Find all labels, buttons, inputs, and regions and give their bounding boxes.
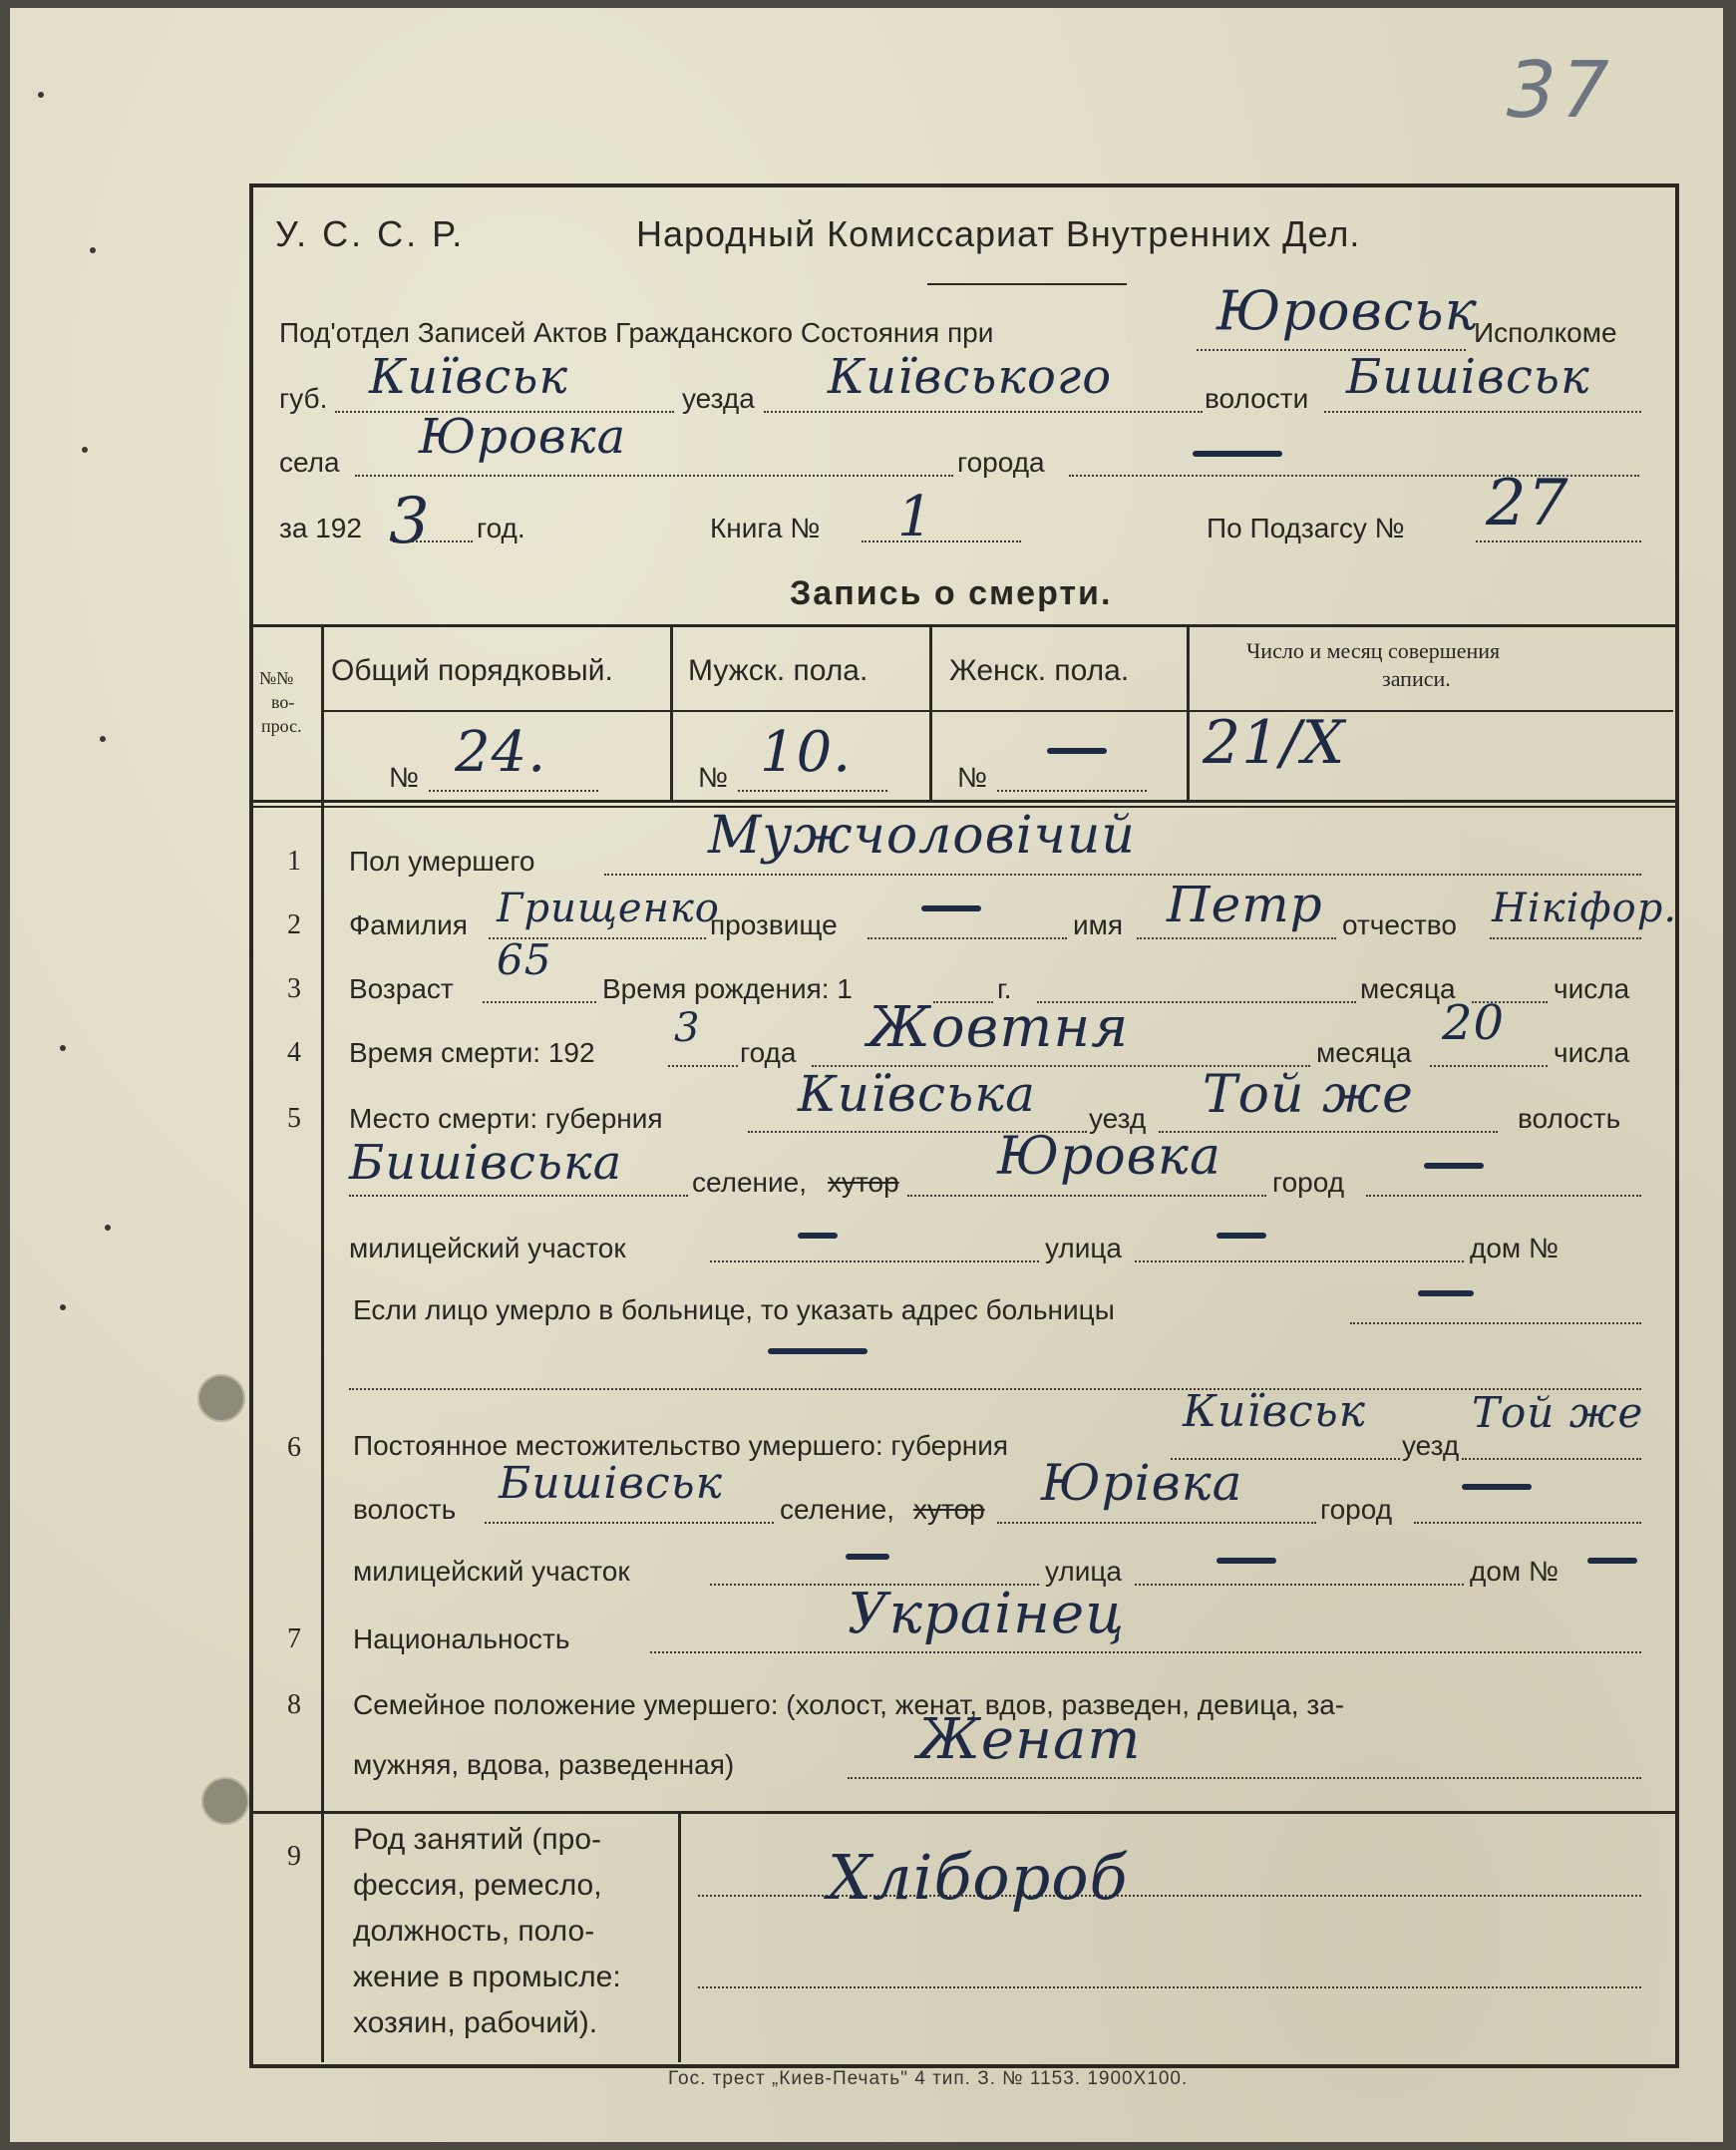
- question-no-head-3: прос.: [261, 716, 302, 736]
- selo-handwritten: Юровка: [419, 409, 627, 465]
- year-suffix: год.: [477, 513, 525, 543]
- margin-mark: [60, 1304, 66, 1310]
- subreg-label: По Подзагсу №: [1207, 513, 1405, 543]
- table-header-bottom: [249, 800, 1675, 803]
- death-street-dash: [1216, 1233, 1266, 1239]
- name-label: имя: [1073, 909, 1124, 940]
- gorod-label: города: [957, 447, 1045, 478]
- male-no-handwritten: 10.: [760, 720, 853, 785]
- col-rule: [1187, 624, 1190, 800]
- row9-col-rule: [321, 1811, 324, 2062]
- death-uezd-label: уезд: [1089, 1103, 1147, 1134]
- occupation-label-4: жение в промысле:: [353, 1961, 621, 1993]
- residence-label: Постоянное местожительство умершего: губерния: [353, 1430, 1009, 1461]
- margin-mark: [60, 1045, 66, 1051]
- birth-label: Время рождения: 1: [602, 973, 853, 1004]
- row9-col-rule-2: [678, 1811, 681, 2062]
- guberniya-handwritten: Київськ: [369, 349, 569, 405]
- document-sheet: [10, 8, 1723, 2142]
- hospital-dash: [1418, 1290, 1474, 1296]
- hospital-dash-2: [768, 1348, 868, 1354]
- res-volost-handwritten: Бишівськ: [499, 1458, 723, 1509]
- death-day-handwritten: 20: [1442, 995, 1506, 1051]
- subreg-handwritten: 27: [1486, 467, 1569, 540]
- death-time-label: Время смерти: 192: [349, 1037, 595, 1068]
- birth-month-label: месяца: [1360, 973, 1456, 1004]
- date-head-2: записи.: [1382, 666, 1451, 691]
- male-head: Мужск. пола.: [688, 654, 868, 687]
- death-selo-handwritten: Юровка: [997, 1127, 1221, 1187]
- republic-label: У. С. С. Р.: [275, 213, 466, 254]
- row-number-7: 7: [287, 1623, 301, 1654]
- patronymic-label: отчество: [1342, 909, 1457, 940]
- res-street-dash: [1216, 1558, 1276, 1564]
- res-militia-label: милицейский участок: [353, 1556, 630, 1587]
- death-year-goda-label: года: [740, 1037, 797, 1068]
- office-label: Под'отдел Записей Актов Гражданского Состояния при: [279, 317, 994, 348]
- death-militia-dash: [798, 1233, 838, 1239]
- archive-page-number: 37: [1496, 46, 1622, 136]
- margin-mark: [82, 447, 88, 453]
- row-number-9: 9: [287, 1841, 301, 1872]
- row9-top-rule: [249, 1811, 1675, 1814]
- death-khutor-label: хутор: [828, 1167, 899, 1198]
- margin-mark: [105, 1225, 111, 1231]
- birth-day-label: числа: [1554, 973, 1630, 1004]
- row-number-8: 8: [287, 1689, 301, 1720]
- book-handwritten: 1: [897, 485, 934, 549]
- gorod-dash: [1193, 451, 1282, 457]
- general-head: Общий порядковый.: [331, 654, 613, 687]
- res-selo-label: селение,: [780, 1494, 895, 1525]
- res-militia-dash: [846, 1554, 889, 1560]
- death-militia-label: милицейский участок: [349, 1233, 626, 1263]
- death-month-label: месяца: [1316, 1037, 1412, 1068]
- book-label: Книга №: [710, 513, 821, 543]
- death-place-label: Место смерти: губерния: [349, 1103, 663, 1134]
- surname-label: Фамилия: [349, 909, 468, 940]
- death-gorod-label: город: [1272, 1167, 1345, 1198]
- death-house-label: дом №: [1470, 1233, 1559, 1263]
- female-no-sign: №: [957, 762, 988, 793]
- date-head-1: Число и месяц совершения: [1246, 638, 1501, 663]
- printer-imprint: Гос. трест „Киев-Печать" 4 тип. З. № 1153. 1900Х100.: [668, 2068, 1189, 2089]
- record-title: Запись о смерти.: [790, 574, 1113, 612]
- office-name-handwritten: Юровськ: [1216, 279, 1478, 342]
- col-rule: [929, 624, 932, 800]
- ministry-label: Народный Комиссариат Внутренних Дел.: [636, 213, 1361, 254]
- res-selo-handwritten: Юрівка: [1041, 1454, 1243, 1512]
- death-uezd-handwritten: Той же: [1203, 1065, 1414, 1125]
- res-guberniya-handwritten: Київськ: [1183, 1386, 1366, 1437]
- death-volost-handwritten: Бишівська: [349, 1135, 623, 1191]
- sex-label: Пол умершего: [349, 846, 535, 877]
- death-selo-label: селение,: [692, 1167, 808, 1198]
- age-label: Возраст: [349, 973, 454, 1004]
- punch-hole-bottom: [201, 1777, 249, 1825]
- death-year-handwritten: 3: [674, 1005, 701, 1051]
- header-rule: [927, 283, 1127, 285]
- row-number-6: 6: [287, 1432, 301, 1463]
- margin-mark: [38, 92, 44, 98]
- question-no-head-1: №№: [259, 668, 294, 688]
- res-gorod-dash: [1462, 1484, 1532, 1490]
- general-no-sign: №: [389, 762, 420, 793]
- date-recorded-handwritten: 21/X: [1203, 708, 1346, 778]
- death-gorod-dash: [1424, 1163, 1484, 1169]
- nationality-handwritten: Украінец: [848, 1582, 1126, 1646]
- general-no-handwritten: 24.: [455, 720, 547, 785]
- row-number-2: 2: [287, 909, 301, 940]
- volost-label: волости: [1205, 383, 1309, 414]
- nickname-label: прозвище: [710, 909, 838, 940]
- res-gorod-label: город: [1320, 1494, 1393, 1525]
- year-label: за 192: [279, 513, 362, 543]
- nationality-label: Национальность: [353, 1623, 570, 1654]
- margin-mark: [90, 247, 96, 253]
- guberniya-label: губ.: [279, 383, 328, 414]
- year-handwritten: 3: [389, 485, 431, 558]
- marital-label-2: мужняя, вдова, разведенная): [353, 1749, 735, 1780]
- occupation-label-2: фессия, ремесло,: [353, 1869, 602, 1902]
- patronymic-handwritten: Нікіфор.: [1492, 886, 1678, 931]
- surname-handwritten: Грищенко: [497, 886, 720, 931]
- res-khutor-label: хутор: [913, 1494, 985, 1525]
- occupation-handwritten: Хлібороб: [828, 1841, 1129, 1914]
- row-number-4: 4: [287, 1037, 301, 1068]
- res-house-dash: [1587, 1558, 1637, 1564]
- uezd-label: уезда: [682, 383, 755, 414]
- birth-year-g-label: г.: [997, 973, 1012, 1004]
- marital-handwritten: Женат: [917, 1707, 1142, 1772]
- res-uezd-handwritten: Той же: [1472, 1388, 1644, 1437]
- res-house-label: дом №: [1470, 1556, 1559, 1587]
- death-street-label: улица: [1045, 1233, 1122, 1263]
- res-uezd-label: уезд: [1402, 1430, 1460, 1461]
- female-no-dash: [1047, 748, 1107, 754]
- female-head: Женск. пола.: [949, 654, 1130, 687]
- margin-mark: [100, 736, 106, 742]
- row-number-5: 5: [287, 1103, 301, 1134]
- table-header-rule: [321, 710, 1673, 712]
- first-name-handwritten: Петр: [1167, 876, 1323, 933]
- table-top-rule: [249, 624, 1675, 627]
- death-month-handwritten: Жовтня: [868, 995, 1130, 1060]
- hospital-label: Если лицо умерло в больнице, то указать адрес больницы: [353, 1294, 1115, 1325]
- punch-hole-top: [197, 1374, 245, 1422]
- office-suffix: Исполкоме: [1474, 317, 1617, 348]
- res-volost-label: волость: [353, 1494, 457, 1525]
- question-no-head-2: во-: [271, 692, 295, 712]
- nickname-dash: [921, 905, 981, 911]
- death-day-label: числа: [1554, 1037, 1630, 1068]
- volost-handwritten: Бишівськ: [1346, 349, 1590, 405]
- selo-label: села: [279, 447, 340, 478]
- occupation-label-1: Род занятий (про-: [353, 1823, 601, 1856]
- occupation-label-5: хозяин, рабочий).: [353, 2006, 598, 2039]
- uezd-handwritten: Київського: [828, 349, 1113, 405]
- col-rule: [670, 624, 673, 800]
- age-handwritten: 65: [497, 935, 552, 984]
- death-volost-label: волость: [1518, 1103, 1621, 1134]
- row-number-1: 1: [287, 846, 301, 877]
- sex-handwritten: Мужчоловічий: [708, 806, 1136, 866]
- death-guberniya-handwritten: Київська: [798, 1065, 1036, 1123]
- marital-label-1: Семейное положение умершего: (холост, женат, вдов, разведен, девица, за-: [353, 1689, 1345, 1720]
- occupation-label-3: должность, поло-: [353, 1915, 595, 1948]
- male-no-sign: №: [698, 762, 729, 793]
- res-street-label: улица: [1045, 1556, 1122, 1587]
- row-number-3: 3: [287, 973, 301, 1004]
